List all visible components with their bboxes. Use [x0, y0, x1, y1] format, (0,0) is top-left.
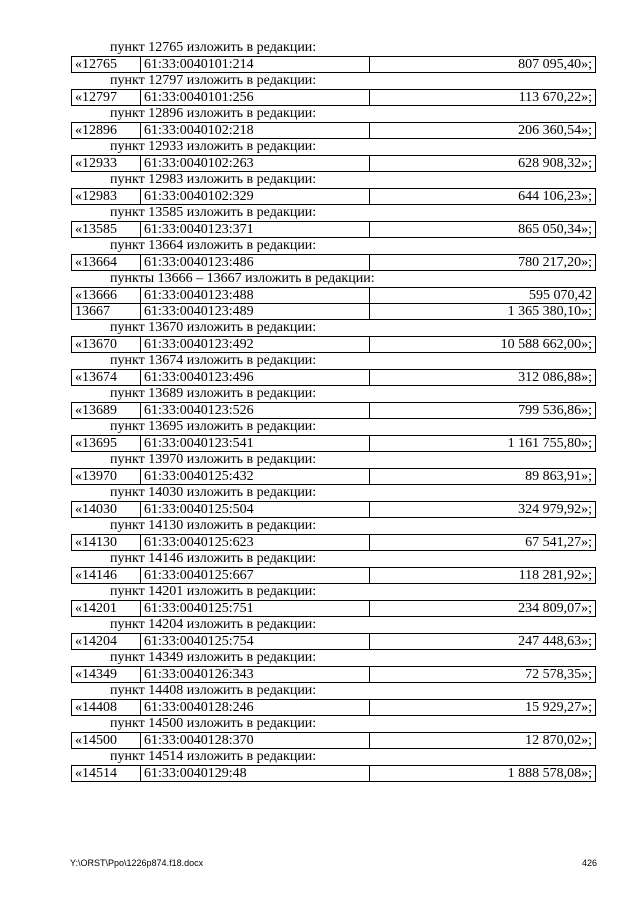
item-number-cell: 13667 — [72, 304, 141, 320]
cadastral-number-cell: 61:33:0040125:432 — [141, 469, 370, 485]
cadastral-number-cell: 61:33:0040101:214 — [141, 57, 370, 73]
table-row — [72, 304, 596, 320]
item-number-cell: «14130 — [72, 535, 141, 551]
item-number-cell: «13666 — [72, 288, 141, 304]
amendment-table — [71, 369, 596, 386]
amendment-heading: пункт 13585 изложить в редакции: — [110, 205, 317, 220]
table-row — [72, 700, 596, 716]
amendment-table — [71, 89, 596, 106]
value-cell: 1 365 380,10»; — [370, 304, 596, 320]
document-body — [70, 40, 597, 782]
cadastral-number-cell: 61:33:0040128:246 — [141, 700, 370, 716]
value-cell: 628 908,32»; — [370, 156, 596, 172]
value-cell: 10 588 662,00»; — [370, 337, 596, 353]
table-row — [72, 370, 596, 386]
amendment-table — [71, 765, 596, 782]
item-number-cell: «12765 — [72, 57, 141, 73]
amendment-table — [71, 501, 596, 518]
amendment-table — [71, 287, 596, 320]
item-number-cell: «14514 — [72, 766, 141, 782]
table-row — [72, 535, 596, 551]
amendment-table — [71, 188, 596, 205]
footer-page-number: 426 — [581, 858, 597, 868]
cadastral-number-cell: 61:33:0040123:488 — [141, 288, 370, 304]
table-row — [72, 156, 596, 172]
amendment-heading: пункт 12933 изложить в редакции: — [110, 139, 317, 154]
amendment-heading: пункт 12765 изложить в редакции: — [110, 40, 317, 55]
cadastral-number-cell: 61:33:0040123:486 — [141, 255, 370, 271]
amendment-heading: пункт 13689 изложить в редакции: — [110, 386, 317, 401]
item-number-cell: «12983 — [72, 189, 141, 205]
amendment-table — [71, 56, 596, 73]
value-cell: 206 360,54»; — [370, 123, 596, 139]
cadastral-number-cell: 61:33:0040102:329 — [141, 189, 370, 205]
cadastral-number-cell: 61:33:0040123:541 — [141, 436, 370, 452]
cadastral-number-cell: 61:33:0040123:489 — [141, 304, 370, 320]
table-row — [72, 222, 596, 238]
table-row — [72, 57, 596, 73]
amendment-table — [71, 336, 596, 353]
amendment-heading: пункт 14130 изложить в редакции: — [110, 518, 317, 533]
value-cell: 1 161 755,80»; — [370, 436, 596, 452]
value-cell: 67 541,27»; — [370, 535, 596, 551]
page-footer — [70, 856, 597, 870]
value-cell: 113 670,22»; — [370, 90, 596, 106]
amendment-heading: пункт 14146 изложить в редакции: — [110, 551, 317, 566]
cadastral-number-cell: 61:33:0040123:492 — [141, 337, 370, 353]
item-number-cell: «13664 — [72, 255, 141, 271]
cadastral-number-cell: 61:33:0040102:263 — [141, 156, 370, 172]
amendment-heading: пункты 13666 – 13667 изложить в редакции: — [110, 271, 375, 286]
table-row — [72, 469, 596, 485]
cadastral-number-cell: 61:33:0040101:256 — [141, 90, 370, 106]
amendment-table — [71, 254, 596, 271]
amendment-table — [71, 122, 596, 139]
amendment-table — [71, 534, 596, 551]
amendment-table — [71, 402, 596, 419]
item-number-cell: «14500 — [72, 733, 141, 749]
amendment-table — [71, 567, 596, 584]
amendment-table — [71, 155, 596, 172]
cadastral-number-cell: 61:33:0040125:623 — [141, 535, 370, 551]
item-number-cell: «12896 — [72, 123, 141, 139]
table-row — [72, 766, 596, 782]
item-number-cell: «13585 — [72, 222, 141, 238]
item-number-cell: «13689 — [72, 403, 141, 419]
amendment-heading: пункт 14514 изложить в редакции: — [110, 749, 317, 764]
table-row — [72, 568, 596, 584]
amendment-heading: пункт 13670 изложить в редакции: — [110, 320, 317, 335]
item-number-cell: «14030 — [72, 502, 141, 518]
value-cell: 807 095,40»; — [370, 57, 596, 73]
item-number-cell: «12797 — [72, 90, 141, 106]
cadastral-number-cell: 61:33:0040125:754 — [141, 634, 370, 650]
item-number-cell: «13674 — [72, 370, 141, 386]
amendment-heading: пункт 14204 изложить в редакции: — [110, 617, 317, 632]
table-row — [72, 123, 596, 139]
value-cell: 324 979,92»; — [370, 502, 596, 518]
cadastral-number-cell: 61:33:0040125:667 — [141, 568, 370, 584]
table-row — [72, 403, 596, 419]
table-row — [72, 189, 596, 205]
amendment-heading: пункт 14408 изложить в редакции: — [110, 683, 317, 698]
table-row — [72, 733, 596, 749]
table-row — [72, 601, 596, 617]
table-row — [72, 337, 596, 353]
value-cell: 234 809,07»; — [370, 601, 596, 617]
value-cell: 118 281,92»; — [370, 568, 596, 584]
table-row — [72, 436, 596, 452]
value-cell: 247 448,63»; — [370, 634, 596, 650]
amendment-table — [71, 633, 596, 650]
amendment-heading: пункт 13674 изложить в редакции: — [110, 353, 317, 368]
amendment-heading: пункт 13664 изложить в редакции: — [110, 238, 317, 253]
amendment-table — [71, 732, 596, 749]
amendment-heading: пункт 14349 изложить в редакции: — [110, 650, 317, 665]
table-row — [72, 634, 596, 650]
item-number-cell: «12933 — [72, 156, 141, 172]
value-cell: 89 863,91»; — [370, 469, 596, 485]
footer-file-path: Y:\ORST\Ppo\1226p874.f18.docx — [70, 858, 204, 868]
amendment-table — [71, 221, 596, 238]
table-row — [72, 288, 596, 304]
item-number-cell: «13670 — [72, 337, 141, 353]
amendment-heading: пункт 12797 изложить в редакции: — [110, 73, 317, 88]
cadastral-number-cell: 61:33:0040129:48 — [141, 766, 370, 782]
value-cell: 865 050,34»; — [370, 222, 596, 238]
value-cell: 644 106,23»; — [370, 189, 596, 205]
item-number-cell: «14349 — [72, 667, 141, 683]
amendment-table — [71, 666, 596, 683]
amendment-heading: пункт 14201 изложить в редакции: — [110, 584, 317, 599]
table-row — [72, 255, 596, 271]
amendment-heading: пункт 14030 изложить в редакции: — [110, 485, 317, 500]
item-number-cell: «14408 — [72, 700, 141, 716]
amendment-heading: пункт 13970 изложить в редакции: — [110, 452, 317, 467]
table-row — [72, 90, 596, 106]
item-number-cell: «13695 — [72, 436, 141, 452]
item-number-cell: «13970 — [72, 469, 141, 485]
amendment-table — [71, 468, 596, 485]
value-cell: 595 070,42 — [370, 288, 596, 304]
cadastral-number-cell: 61:33:0040128:370 — [141, 733, 370, 749]
item-number-cell: «14201 — [72, 601, 141, 617]
value-cell: 72 578,35»; — [370, 667, 596, 683]
cadastral-number-cell: 61:33:0040125:751 — [141, 601, 370, 617]
amendment-table — [71, 699, 596, 716]
value-cell: 12 870,02»; — [370, 733, 596, 749]
cadastral-number-cell: 61:33:0040123:371 — [141, 222, 370, 238]
amendment-heading: пункт 14500 изложить в редакции: — [110, 716, 317, 731]
cadastral-number-cell: 61:33:0040126:343 — [141, 667, 370, 683]
value-cell: 1 888 578,08»; — [370, 766, 596, 782]
value-cell: 799 536,86»; — [370, 403, 596, 419]
table-row — [72, 502, 596, 518]
value-cell: 312 086,88»; — [370, 370, 596, 386]
amendment-heading: пункт 12983 изложить в редакции: — [110, 172, 317, 187]
amendment-table — [71, 435, 596, 452]
amendment-heading: пункт 12896 изложить в редакции: — [110, 106, 317, 121]
item-number-cell: «14146 — [72, 568, 141, 584]
value-cell: 15 929,27»; — [370, 700, 596, 716]
cadastral-number-cell: 61:33:0040125:504 — [141, 502, 370, 518]
value-cell: 780 217,20»; — [370, 255, 596, 271]
item-number-cell: «14204 — [72, 634, 141, 650]
cadastral-number-cell: 61:33:0040102:218 — [141, 123, 370, 139]
cadastral-number-cell: 61:33:0040123:526 — [141, 403, 370, 419]
table-row — [72, 667, 596, 683]
amendment-table — [71, 600, 596, 617]
amendment-heading: пункт 13695 изложить в редакции: — [110, 419, 317, 434]
cadastral-number-cell: 61:33:0040123:496 — [141, 370, 370, 386]
